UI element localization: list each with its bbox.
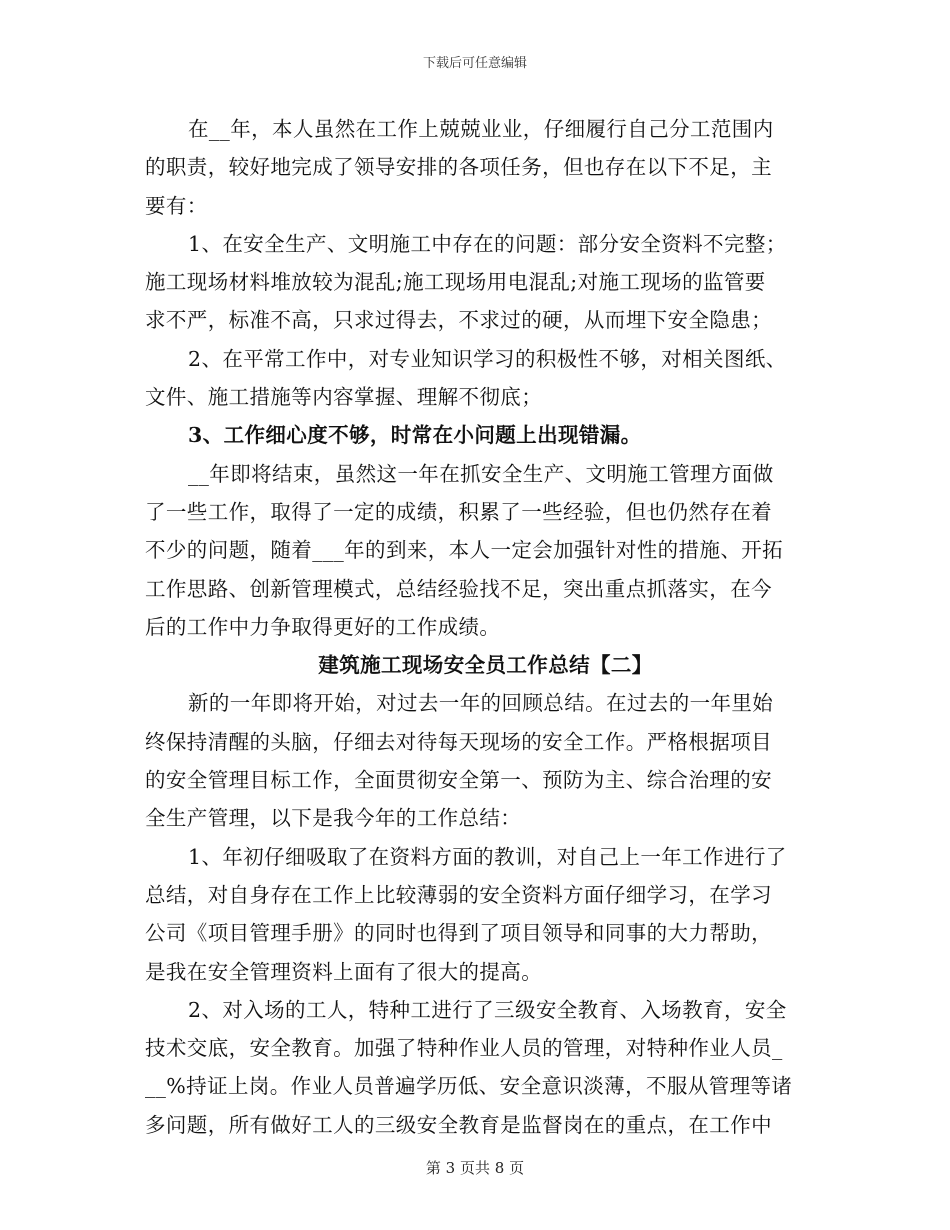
text-line: 全生产管理，以下是我今年的工作总结： — [145, 806, 522, 831]
text-line: 后的工作中力争取得更好的工作成绩。 — [145, 614, 501, 639]
section-title: 建筑施工现场安全员工作总结【二】 — [318, 653, 653, 678]
document-body — [145, 110, 810, 1144]
text-line: 了一些工作，取得了一定的成绩，积累了一些经验，但也仍然存在着 — [145, 499, 772, 524]
text-line: 文件、施工措施等内容掌握、理解不彻底； — [145, 385, 543, 410]
text-line: 施工现场材料堆放较为混乱;施工现场用电混乱;对施工现场的监管要 — [145, 270, 766, 295]
text-line: 的安全管理目标工作，全面贯彻安全第一、预防为主、综合治理的安 — [145, 768, 772, 793]
text-line: 总结，对自身存在工作上比较薄弱的安全资料方面仔细学习，在学习 — [145, 882, 772, 907]
text-line: 1、年初仔细吸取了在资料方面的教训，对自己上一年工作进行了 — [188, 844, 787, 869]
text-line: 要有： — [145, 193, 208, 218]
text-line: 2、对入场的工人，特种工进行了三级安全教育、入场教育，安全 — [188, 997, 787, 1022]
page-footer: 第 3 页共 8 页 — [425, 1159, 525, 1177]
page-header: 下载后可任意编辑 — [422, 56, 527, 71]
text-line: 2、在平常工作中，对专业知识学习的积极性不够，对相关图纸、 — [188, 346, 787, 371]
text-line: 的职责，较好地完成了领导安排的各项任务，但也存在以下不足，主 — [145, 155, 772, 180]
text-line: __%持证上岗。作业人员普遍学历低、安全意识淡薄，不服从管理等诸 — [145, 1074, 793, 1099]
text-line: 工作思路、创新管理模式，总结经验找不足，突出重点抓落实，在今 — [145, 576, 772, 601]
text-line: 求不严，标准不高，只求过得去，不求过的硬，从而埋下安全隐患； — [145, 308, 772, 333]
text-line: __年即将结束，虽然这一年在抓安全生产、文明施工管理方面做 — [188, 461, 774, 486]
text-line: 终保持清醒的头脑，仔细去对待每天现场的安全工作。严格根据项目 — [145, 729, 772, 754]
text-line: 在__年，本人虽然在工作上兢兢业业，仔细履行自己分工范围内 — [188, 117, 774, 141]
text-line: 多问题，所有做好工人的三级安全教育是监督岗在的重点，在工作中 — [145, 1112, 772, 1137]
text-line: 不少的问题，随着___年的到来，本人一定会加强针对性的措施、开拓 — [145, 538, 784, 563]
text-line: 新的一年即将开始，对过去一年的回顾总结。在过去的一年里始 — [188, 691, 774, 716]
text-line: 1、在安全生产、文明施工中存在的问题：部分安全资料不完整； — [188, 231, 787, 256]
text-line: 技术交底，安全教育。加强了特种作业人员的管理，对特种作业人员_ — [145, 1036, 783, 1061]
text-line: 3、工作细心度不够，时常在小问题上出现错漏。 — [188, 423, 642, 448]
text-line: 是我在安全管理资料上面有了很大的提高。 — [145, 959, 543, 984]
text-line: 公司《项目管理手册》的同时也得到了项目领导和同事的大力帮助， — [145, 921, 772, 946]
